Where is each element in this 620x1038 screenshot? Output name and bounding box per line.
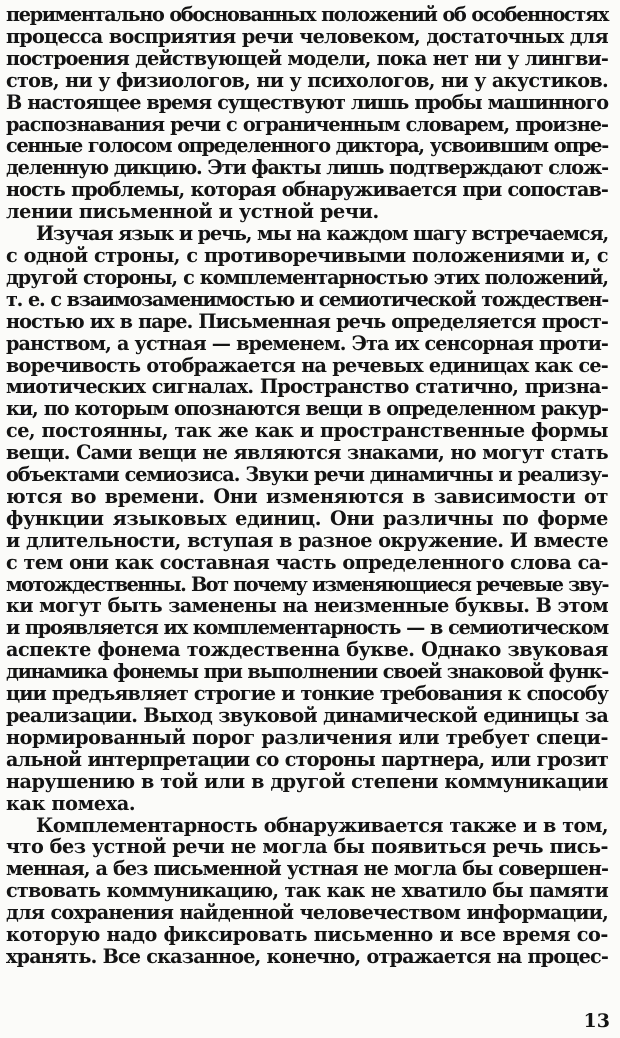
text-line: и длительности, вступая в разное окружение. И вместе [6, 528, 608, 552]
text-line: нарушению в той или в другой степени коммуникации [6, 769, 608, 793]
text-line: объектами семиозиса. Звуки речи динамичны и реализу- [6, 463, 608, 487]
page-number: 13 [583, 1010, 610, 1032]
text-line: воречивость отображается на речевых единицах как се- [6, 353, 608, 377]
body-text [6, 4, 608, 968]
text-line: вещи. Сами вещи не являются знаками, но могут стать [6, 441, 608, 465]
text-line: ются во времени. Они изменяются в зависимости от [6, 484, 608, 508]
text-line: деленную дикцию. Эти факты лишь подтверждают слож- [6, 156, 608, 180]
text-line: как помеха. [6, 791, 136, 815]
text-line: динамика фонемы при выполнении своей знаковой функ- [6, 660, 608, 684]
text-line: ствовать коммуникацию, так как не хватило бы памяти [6, 879, 608, 903]
text-line: аспекте фонема тождественна букве. Однако звуковая [6, 638, 608, 662]
text-line: построения действующей модели, пока нет ни у лингви- [6, 46, 608, 70]
text-line: периментально обоснованных положений об особенностях [6, 3, 608, 26]
text-line: другой стороны, с комплементарностью этих положений, [6, 265, 608, 289]
text-line: альной интерпретации со стороны партнера, или грозит [6, 747, 608, 771]
text-line: ность проблемы, которая обнаруживается при сопостав- [6, 178, 608, 202]
text-line: ки могут быть заменены на неизменные буквы. В этом [6, 594, 608, 618]
text-line: нормированный порог различения или требует специ- [6, 725, 608, 749]
text-line: В настоящее время существуют лишь пробы машинного [6, 90, 608, 114]
text-line: с тем они как составная часть определенного слова са- [6, 550, 608, 574]
text-line: распознавания речи с ограниченным словарем, произне- [6, 112, 608, 136]
text-line: Изучая язык и речь, мы на каждом шагу встречаемся, [36, 222, 608, 246]
text-line: т. е. с взаимозаменимостью и семиотической тождествен- [6, 287, 608, 311]
text-line: ции предъявляет строгие и тонкие требования к способу [6, 682, 608, 706]
paragraph [6, 815, 608, 968]
text-line: которую надо фиксировать письменно и все время со- [6, 923, 608, 947]
text-line: ностью их в паре. Письменная речь определяется прост- [6, 309, 608, 333]
text-line: Комплементарность обнаруживается также и в том, [36, 813, 608, 837]
text-line: для сохранения найденной человечеством информации, [6, 901, 608, 925]
text-line: сенные голосом определенного диктора, усвоившим опре- [6, 134, 608, 158]
text-line: процесса восприятия речи человеком, достаточных для [6, 24, 608, 48]
text-line: ранством, а устная — временем. Эта их сенсорная проти- [6, 331, 608, 355]
text-line: и проявляется их комплементарность — в семиотическом [6, 616, 608, 640]
text-line: функции языковых единиц. Они различны по форме [6, 506, 608, 530]
text-line: хранять. Все сказанное, конечно, отражается на процес- [6, 944, 608, 968]
text-line: с одной строны, с противоречивыми положениями и, с [6, 243, 608, 267]
text-line: се, постоянны, так же как и пространственные формы [6, 419, 608, 443]
text-line: что без устной речи не могла бы появиться речь пись- [6, 835, 608, 859]
text-line: лении письменной и устной речи. [6, 200, 379, 224]
paragraph [6, 223, 608, 814]
text-line: ки, по которым опознаются вещи в определенном ракур- [6, 397, 608, 421]
text-line: миотических сигналах. Пространство статично, призна- [6, 375, 608, 399]
text-line: менная, а без письменной устная не могла бы совершен- [6, 857, 608, 881]
text-line: мотождественны. Вот почему изменяющиеся речевые зву- [6, 572, 608, 596]
text-line: реализации. Выход звуковой динамической единицы за [6, 704, 608, 727]
text-line: стов, ни у физиологов, ни у психологов, ни у акустиков. [6, 68, 608, 92]
paragraph [6, 4, 608, 223]
